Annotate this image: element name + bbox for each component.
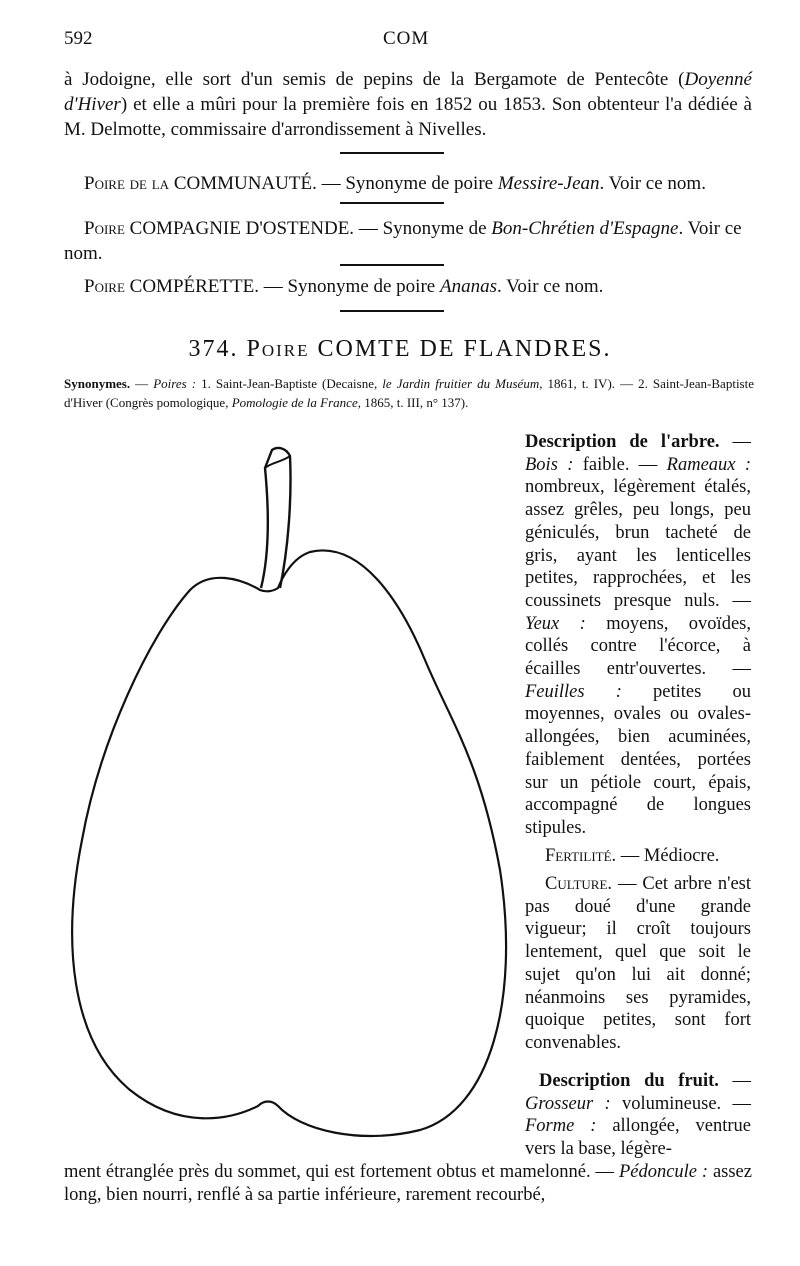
pear-illustration [60, 440, 520, 1152]
synonyms-text: 1. Saint-Jean-Baptiste (Decaisne, [196, 376, 383, 391]
entry-italic: Bon-Chrétien d'Espagne [491, 218, 679, 239]
divider [340, 310, 444, 312]
article-title [0, 336, 800, 363]
feuilles-text: petites ou moyennes, ovales ou ovales-allongées, bien acuminées, faiblement dentées, portées sur un pétiole court, épais, accompagné de longues stipules. [525, 681, 751, 838]
synonyms-italic: le Jardin fruitier du Muséum [382, 376, 540, 391]
entry-communaute [64, 171, 752, 196]
pear-stalk [261, 448, 291, 588]
synonyms-poires: Poires : [153, 376, 197, 391]
running-head: COM [383, 28, 430, 49]
pedoncule-text: assez long, bien nourri, renflé à sa partie inférieure, rarement recourbé, [64, 1162, 752, 1205]
synonyms-italic-2: Pomologie de la France [231, 395, 358, 410]
forme-text-cont: ment étranglée près du sommet, qui est fortement obtus et mamelonné. — [64, 1162, 619, 1182]
entry-suffix: . Voir ce nom. [599, 173, 706, 194]
forme-text: allongée, ventrue vers la base, légère- [525, 1116, 752, 1160]
intro-italic-2: d'Hiver [64, 94, 121, 115]
bois-text: faible. — [573, 454, 667, 475]
intro-paragraph [64, 67, 752, 142]
entry-text: — Synonyme de poire [258, 276, 440, 297]
rameaux-label: Rameaux : [666, 454, 751, 475]
divider [340, 152, 444, 154]
fruit-heading: Description du fruit. [539, 1071, 719, 1091]
feuilles-label: Feuilles : [525, 681, 622, 702]
article-number: 374. [188, 336, 239, 362]
rameaux-text: nombreux, légèrement étalés, assez grêles, peu longs, peu géniculés, brun tacheté de gris, ayant les lenticelles petites, rapprochées, et les coussinets presque nuls. — [525, 477, 751, 611]
article-prefix: Poire [246, 336, 310, 362]
bois-label: Bois : [525, 454, 574, 475]
intro-text: à Jodoigne, elle sort d'un semis de pepins de la Bergamote de Pentecôte ( [64, 69, 685, 90]
fertility [525, 845, 751, 868]
entry-suffix: . Voir ce nom. [64, 218, 742, 264]
article-name: COMTE DE FLANDRES. [317, 336, 612, 362]
synonyms-text-3: , 1865, t. III, n° 137). [357, 395, 469, 410]
entry-comperette [64, 274, 752, 299]
grosseur-text: volumineuse. [610, 1093, 722, 1114]
entry-italic: Messire-Jean [497, 173, 600, 194]
fruit-description-cont [64, 1161, 752, 1207]
yeux-text: moyens, ovoïdes, collés contre l'écorce, à écailles entr'ouvertes. — [525, 613, 751, 680]
divider [340, 264, 444, 266]
intro-italic: Doyenné [684, 69, 752, 90]
culture [525, 873, 751, 1055]
entry-italic: Ananas [439, 276, 497, 297]
entry-name: COMPAGNIE D'OSTENDE. [129, 218, 355, 239]
fertility-text: — Médiocre. [616, 846, 720, 866]
entry-prefix: Poire [84, 276, 125, 297]
page-number: 592 [64, 28, 93, 49]
entry-name: COMMUNAUTÉ. [173, 173, 317, 194]
entry-suffix: . Voir ce nom. [496, 276, 604, 297]
yeux-label: Yeux : [525, 613, 586, 634]
culture-label: Culture. [545, 874, 613, 894]
entry-prefix: Poire de la [84, 173, 170, 194]
tree-heading: Description de l'arbre. [525, 432, 720, 452]
entry-prefix: Poire [84, 218, 125, 239]
synonyms-text-2: , 1861, t. IV). — 2. Saint-Jean-Baptiste d'Hiver (Congrès pomologique, [64, 376, 754, 410]
forme-label: Forme : [525, 1116, 597, 1137]
entry-compagnie [64, 216, 754, 266]
pedoncule-label: Pédoncule : [618, 1162, 709, 1182]
fruit-description: Description du fruit. — Grosseur : volumineuse. — Forme : allongée, ventrue vers la base, légère- [525, 1071, 752, 1160]
tree-description: Description de l'arbre. — Bois : faible. — Rameaux : nombreux, légèrement étalés, assez grêles, peu longs, peu géniculés, brun tacheté de gris, ayant les lenticelles petites, rapprochées, et les coussinets presque nuls. — Yeux : moyens, ovoïdes, collés contre l'écorce, à écailles entr'ouvertes. — Feuilles : petites ou moyennes, ovales ou ovales-allongées, bien acuminées, faiblement dentées, portées sur un pétiole court, épais, accompagné de longues stipules. [525, 432, 751, 838]
intro-text-2: ) et elle a mûri pour la première fois en 1852 ou 1853. Son obtenteur l'a dédiée à M. Delmotte, commissaire d'arrondissement à Nivelles. [64, 94, 752, 140]
synonyms-dash: — [130, 376, 154, 391]
entry-name: COMPÉRETTE. [129, 276, 259, 297]
grosseur-label: Grosseur : [525, 1093, 611, 1114]
entry-text: — Synonyme de poire [316, 173, 498, 194]
fertility-label: Fertilité. [545, 846, 617, 866]
culture-text: — Cet arbre n'est pas doué d'une grande vigueur; il croît toujours lentement, quel que soit le sujet qu'on lui ait donné; néanmoins ses pyramides, quoique petites, sont fort convenables. [525, 874, 751, 1053]
entry-text: — Synonyme de [354, 218, 492, 239]
divider [340, 202, 444, 204]
synonyms [64, 374, 754, 412]
pear-outline [72, 550, 506, 1136]
synonyms-label: Synonymes. [64, 376, 131, 391]
